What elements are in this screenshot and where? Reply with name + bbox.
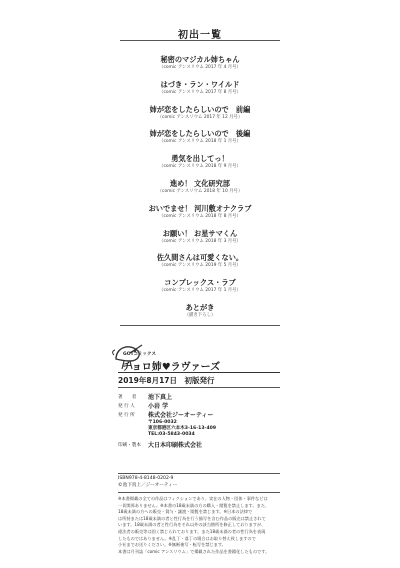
credit-row xyxy=(118,402,288,411)
note-line: ※本書掲載の全ての作品はフィクションであり、実在の人物・団体・事件などは xyxy=(118,496,268,501)
credit-value: 株式会社ジーオーティー xyxy=(148,412,214,419)
list-title: 初出一覧 xyxy=(178,30,222,41)
credit-value: 池下真上 xyxy=(148,394,173,401)
entry-title: 姉が恋をしたらしいので 後編 xyxy=(149,129,251,139)
note-line: 18歳未満の方への販売・貸与・譲渡・閲覧を禁じます。※日本の法律で xyxy=(118,509,253,515)
book-title-part2: ラヴァーズ xyxy=(170,362,221,373)
legal-notes xyxy=(118,496,288,555)
list-item xyxy=(0,79,400,104)
credit-row xyxy=(118,441,288,450)
list-item xyxy=(0,153,400,178)
credit-value: 小岩 学 xyxy=(148,403,169,410)
entry-title: あとがき xyxy=(185,302,215,312)
publisher-label: GOTコミックス xyxy=(123,352,156,357)
entry-source: （comic アンスリウム 2018 年 10 月号） xyxy=(157,188,243,194)
list-bottom-divider xyxy=(120,325,280,326)
credit-key: 発 行 所 xyxy=(118,413,135,418)
note-line: 一切関係ありません。※本書の18歳未満の方の購入・閲覧を禁止します。また、 xyxy=(118,502,270,508)
credit-row xyxy=(118,411,288,420)
entry-source: （comic アンスリウム 2018 年 3 月号） xyxy=(159,238,241,244)
entry-source: （comic アンスリウム 2017 年 8 月号） xyxy=(159,89,241,95)
entry-title: 姉が恋をしたらしいので 前編 xyxy=(149,104,251,114)
entry-source: （comic アンスリウム 2017 年 4 月号） xyxy=(159,65,241,70)
publication-date: 2019年8月17日 初版発行 xyxy=(118,376,215,385)
credit-value: 大日本印刷株式会社 xyxy=(148,442,203,449)
list-item xyxy=(0,252,400,277)
address-street: 東京都港区六本木3-16-13-409 xyxy=(148,426,217,431)
book-title-part1: チョロ姉 xyxy=(122,362,162,373)
title-divider xyxy=(120,40,280,41)
book-title xyxy=(122,358,220,373)
isbn-block xyxy=(118,476,177,489)
entry-source: （comic アンスリウム 2018 年 8 月号） xyxy=(159,213,241,219)
entry-title: 勇気を出してっ！ xyxy=(171,154,229,164)
credit-key: 印刷・製本 xyxy=(118,443,141,448)
list-item xyxy=(0,178,400,203)
credit-key: 発 行 人 xyxy=(118,404,135,409)
note-line: 小社までお送りください。※無断複写・転写を禁じます。 xyxy=(118,542,226,548)
note-line: 本書は月刊誌「comic アンスリウム」で掲載された作品を書籍化したものです。 xyxy=(118,548,270,554)
colophon-date-rule xyxy=(118,387,280,388)
entry-source: （comic アンスリウム 2018 年 9 月号） xyxy=(159,164,241,170)
note-line: は所持または18歳未満の者と性行為を行う描写を含む作品の販売は禁止されて xyxy=(118,515,266,521)
list-item xyxy=(0,104,400,129)
heart-icon: ♥ xyxy=(161,362,171,373)
note-line: 違法者の販売等は固く禁じられております。また18歳未満の者の性行為を表現 xyxy=(118,528,266,534)
entry-title: コンプレックス・ラブ xyxy=(164,278,236,288)
entry-title: お願い！ お星サマくん xyxy=(162,228,238,238)
entry-source: （描き下ろし） xyxy=(184,312,216,318)
address-postal: 〒106-0032 xyxy=(148,420,177,425)
list-item xyxy=(0,54,400,79)
note-line: したものではありません。※乱丁・落丁の場合はお取り替え致しますので xyxy=(118,535,256,541)
credits-block xyxy=(118,393,288,450)
entry-title: 佐久間さんは可愛くない。 xyxy=(156,253,244,263)
entry-source: （comic アンスリウム 2018 年 1 月号） xyxy=(159,139,241,145)
entry-source: （comic アンスリウム 2017 年 12 月号） xyxy=(157,114,243,120)
entry-title: はづき・ラン・ワイルド xyxy=(160,79,240,89)
entry-title: 秘密のマジカル姉ちゃん xyxy=(160,55,240,64)
list-item xyxy=(0,277,400,302)
isbn: ISBN978-4-8148-0202-9 xyxy=(118,476,174,481)
list-item xyxy=(0,128,400,153)
note-line: います。18歳未満の者と性行為をそれ以外の該当箇所を修正しておりますが、 xyxy=(118,522,266,528)
credit-row xyxy=(118,393,288,402)
credits-bottom-rule xyxy=(118,473,280,474)
address-row xyxy=(118,432,288,438)
list-item xyxy=(0,228,400,253)
address-phone: TEL:03-5843-0034 xyxy=(148,432,195,437)
entry-source: （comic アンスリウム 2019 年 5 月号） xyxy=(159,263,241,269)
entry-title: おいでませ！ 河川敷オナクラブ xyxy=(148,203,252,213)
copyright: ©池下真上／ジーオーティー xyxy=(118,482,178,488)
credit-key: 著 者 xyxy=(118,395,137,400)
isbn-bottom-rule xyxy=(118,492,280,493)
entry-source: （comic アンスリウム 2017 年 1 月号） xyxy=(159,288,241,294)
list-item xyxy=(0,302,400,327)
first-appearance-list xyxy=(0,54,400,327)
list-item xyxy=(0,203,400,228)
entry-title: 進め！ 文化研究部 xyxy=(169,178,230,188)
colophon-top-rule xyxy=(118,372,280,373)
